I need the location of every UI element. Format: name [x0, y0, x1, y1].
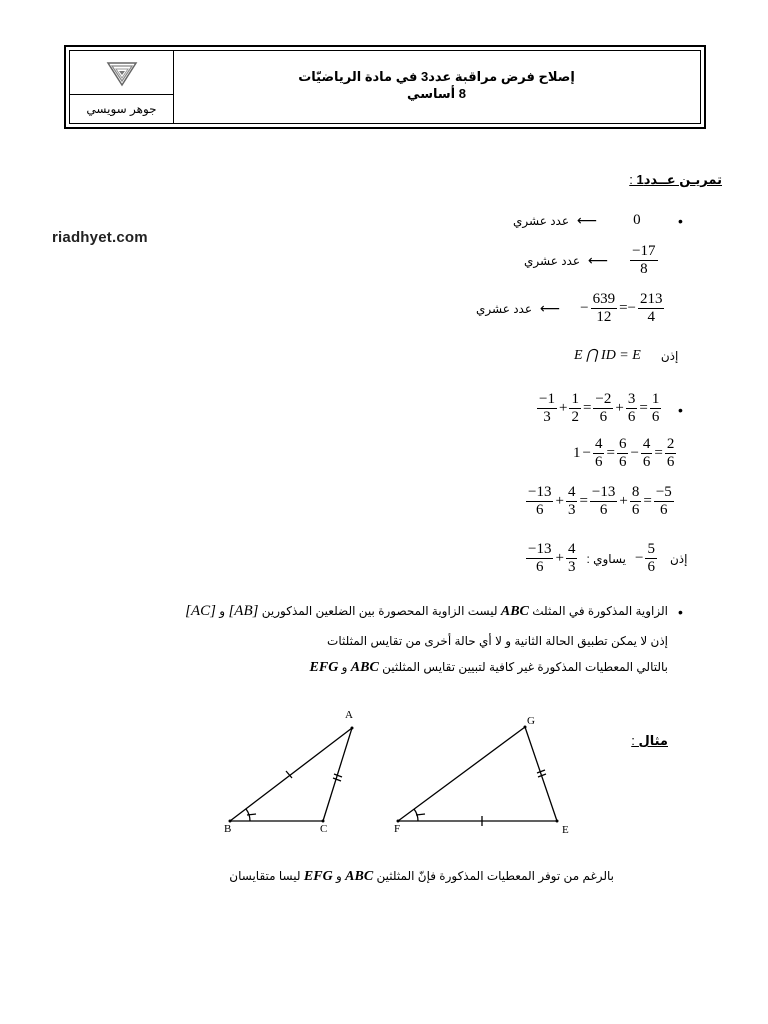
site-watermark: riadhyet.com: [52, 229, 148, 246]
numerator: −17: [632, 243, 656, 259]
lead-number: 1: [573, 445, 581, 461]
caption-end: ليسا متقايسان: [229, 869, 301, 883]
example-title: [631, 733, 668, 749]
arrow-left-icon: ⟵: [577, 212, 598, 228]
triangle-name: ABC: [500, 604, 529, 619]
numerator: −2: [595, 391, 612, 407]
fraction: [593, 436, 605, 471]
p3-line-3: [310, 660, 668, 676]
equals-word: يساوي :: [586, 551, 626, 566]
triangle-logo-icon: [70, 51, 173, 94]
equals-sign: =: [579, 493, 588, 509]
vertex-label-e: E: [562, 824, 569, 836]
example-title-colon: :: [631, 733, 639, 748]
fraction: [591, 291, 618, 326]
decimal-label: عدد عشري: [524, 253, 581, 268]
conclusion-prefix: إذن: [660, 348, 679, 363]
fraction: [590, 484, 617, 519]
exercise-title: [629, 172, 722, 188]
p2-line-3: [525, 484, 675, 519]
fraction: [566, 541, 578, 576]
bullet-2: •: [678, 402, 683, 418]
numerator: 8: [631, 484, 640, 500]
minus-sign: −: [582, 445, 591, 461]
fraction: [569, 391, 581, 426]
numerator: 1: [651, 391, 660, 407]
numerator: 4: [594, 436, 603, 452]
p2-line-1: [536, 391, 662, 426]
fraction: [566, 484, 578, 519]
fraction: [665, 436, 677, 471]
and-word: و: [219, 604, 226, 618]
denominator: 6: [631, 502, 640, 518]
numerator: −5: [655, 484, 672, 500]
triangle-name: ABC: [345, 869, 374, 884]
segment-label: [AC]: [185, 603, 216, 619]
p1-item-2: [476, 291, 665, 326]
triangle-name: EFG: [309, 660, 339, 675]
equals-sign: =: [643, 493, 652, 509]
minus-sign: −: [630, 445, 639, 461]
denominator: 6: [535, 502, 544, 518]
numerator: 4: [567, 484, 576, 500]
equals-sign: =: [606, 445, 615, 461]
denominator: 6: [666, 454, 675, 470]
p1-conclusion: [574, 347, 678, 364]
fraction: [638, 291, 665, 326]
and-word: و: [336, 869, 342, 883]
numerator: 4: [642, 436, 651, 452]
title-line-1: إصلاح فرض مراقبة عدد3 في مادة الرياضيّات: [298, 69, 575, 84]
denominator: 3: [543, 409, 551, 425]
example-title-text: مثال: [638, 733, 668, 748]
fraction: [626, 391, 638, 426]
conclusion-expr: E ⋂ ID = E: [574, 348, 641, 363]
fraction: [526, 484, 553, 519]
equals-sign: =: [654, 445, 663, 461]
fraction: [617, 436, 629, 471]
and-word: و: [341, 660, 348, 674]
p3-line-1: [185, 603, 668, 620]
arrow-left-icon: ⟵: [588, 252, 609, 268]
equals-sign: =: [639, 400, 648, 416]
p1-item-0: [513, 212, 642, 229]
vertex-label-c: C: [320, 823, 328, 835]
author-name: جوهر سويسي: [86, 102, 157, 116]
denominator: 6: [594, 454, 603, 470]
vertex-label-g: G: [527, 715, 535, 727]
decimal-label: عدد عشري: [513, 213, 570, 228]
p2-conclusion: [525, 541, 687, 576]
numerator: 213: [639, 291, 663, 307]
segment-label: [AB]: [228, 603, 259, 619]
numerator: 3: [627, 391, 636, 407]
denominator: 6: [618, 454, 627, 470]
triangle-efg: [398, 727, 557, 826]
fraction: [650, 391, 662, 426]
equals-sign: =: [582, 400, 592, 416]
triangle-name: ABC: [350, 660, 379, 675]
fraction: [526, 541, 553, 576]
header-box: [64, 45, 706, 129]
numerator: 6: [618, 436, 627, 452]
numerator: −13: [591, 484, 616, 500]
p3-line-2: إذن لا يمكن تطبيق الحالة الثانية و لا أي حالة أخرى من تقايس المثلثات: [327, 634, 668, 648]
bullet-3: •: [678, 604, 683, 620]
vertex-label-b: B: [224, 823, 232, 835]
arrow-left-icon: ⟵: [540, 300, 561, 316]
vertex-label-a: A: [345, 709, 353, 721]
denominator: 6: [642, 454, 651, 470]
fraction: [645, 541, 657, 576]
denominator: 3: [567, 502, 576, 518]
denominator: 12: [596, 309, 612, 325]
numerator: −1: [539, 391, 555, 407]
p2-line-2: [572, 436, 677, 471]
fraction: [593, 391, 613, 426]
triangle-abc: [230, 728, 352, 821]
denominator: 6: [647, 559, 655, 575]
p3-line-1-rest: ليست الزاوية المحصورة بين الضلعين المذكورين: [261, 604, 498, 618]
numerator: −13: [528, 484, 552, 500]
fraction: [630, 243, 657, 278]
denominator: 6: [599, 409, 608, 425]
header-left-cell: [70, 51, 174, 123]
numerator: 5: [647, 541, 655, 557]
conclusion-prefix: إذن: [669, 551, 688, 566]
fraction: [641, 436, 653, 471]
page-title: [173, 68, 700, 102]
denominator: 6: [627, 409, 636, 425]
denominator: 6: [599, 502, 608, 518]
plus-sign: +: [558, 400, 568, 416]
denominator: 6: [535, 559, 544, 575]
equals-sign: =−: [619, 300, 636, 316]
fraction: [537, 391, 557, 426]
title-line-2: 8 أساسي: [407, 86, 466, 101]
plus-sign: +: [555, 550, 564, 566]
minus-sign: −: [580, 300, 589, 316]
triangle-name: EFG: [303, 869, 333, 884]
numerator: 639: [592, 291, 616, 307]
denominator: 8: [640, 261, 648, 277]
exercise-title-text: تمريـن عــدد1: [636, 172, 722, 187]
header-inner-frame: [69, 50, 701, 124]
denominator: 2: [571, 409, 579, 425]
triangles-figure: [200, 700, 600, 845]
expr-zero: 0: [633, 212, 641, 228]
minus-sign: −: [635, 550, 644, 566]
numerator: 4: [567, 541, 576, 557]
numerator: 1: [571, 391, 579, 407]
numerator: −13: [528, 541, 552, 557]
vertex-points: [229, 726, 559, 823]
vertex-label-f: F: [394, 823, 401, 835]
p3-line-1-text: الزاوية المذكورة في المثلث: [532, 604, 668, 618]
example-caption: [229, 869, 614, 885]
p3-line-3-text: بالتالي المعطيات المذكورة غير كافية لتبيين تقايس المثلثين: [382, 660, 668, 674]
denominator: 4: [647, 309, 655, 325]
caption-text: بالرغم من توفر المعطيات المذكورة فإنّ المثلثين: [376, 869, 614, 883]
plus-sign: +: [615, 400, 624, 416]
denominator: 6: [651, 409, 660, 425]
plus-sign: +: [555, 493, 564, 509]
fraction: [630, 484, 642, 519]
logo-cell: [70, 51, 173, 95]
numerator: 2: [666, 436, 675, 452]
fraction: [654, 484, 674, 519]
p1-item-1: [524, 243, 659, 278]
bullet-1: •: [678, 213, 683, 229]
denominator: 3: [567, 559, 576, 575]
exercise-title-colon: :: [629, 172, 637, 187]
denominator: 6: [660, 502, 668, 518]
decimal-label: عدد عشري: [476, 301, 533, 316]
plus-sign: +: [619, 493, 628, 509]
